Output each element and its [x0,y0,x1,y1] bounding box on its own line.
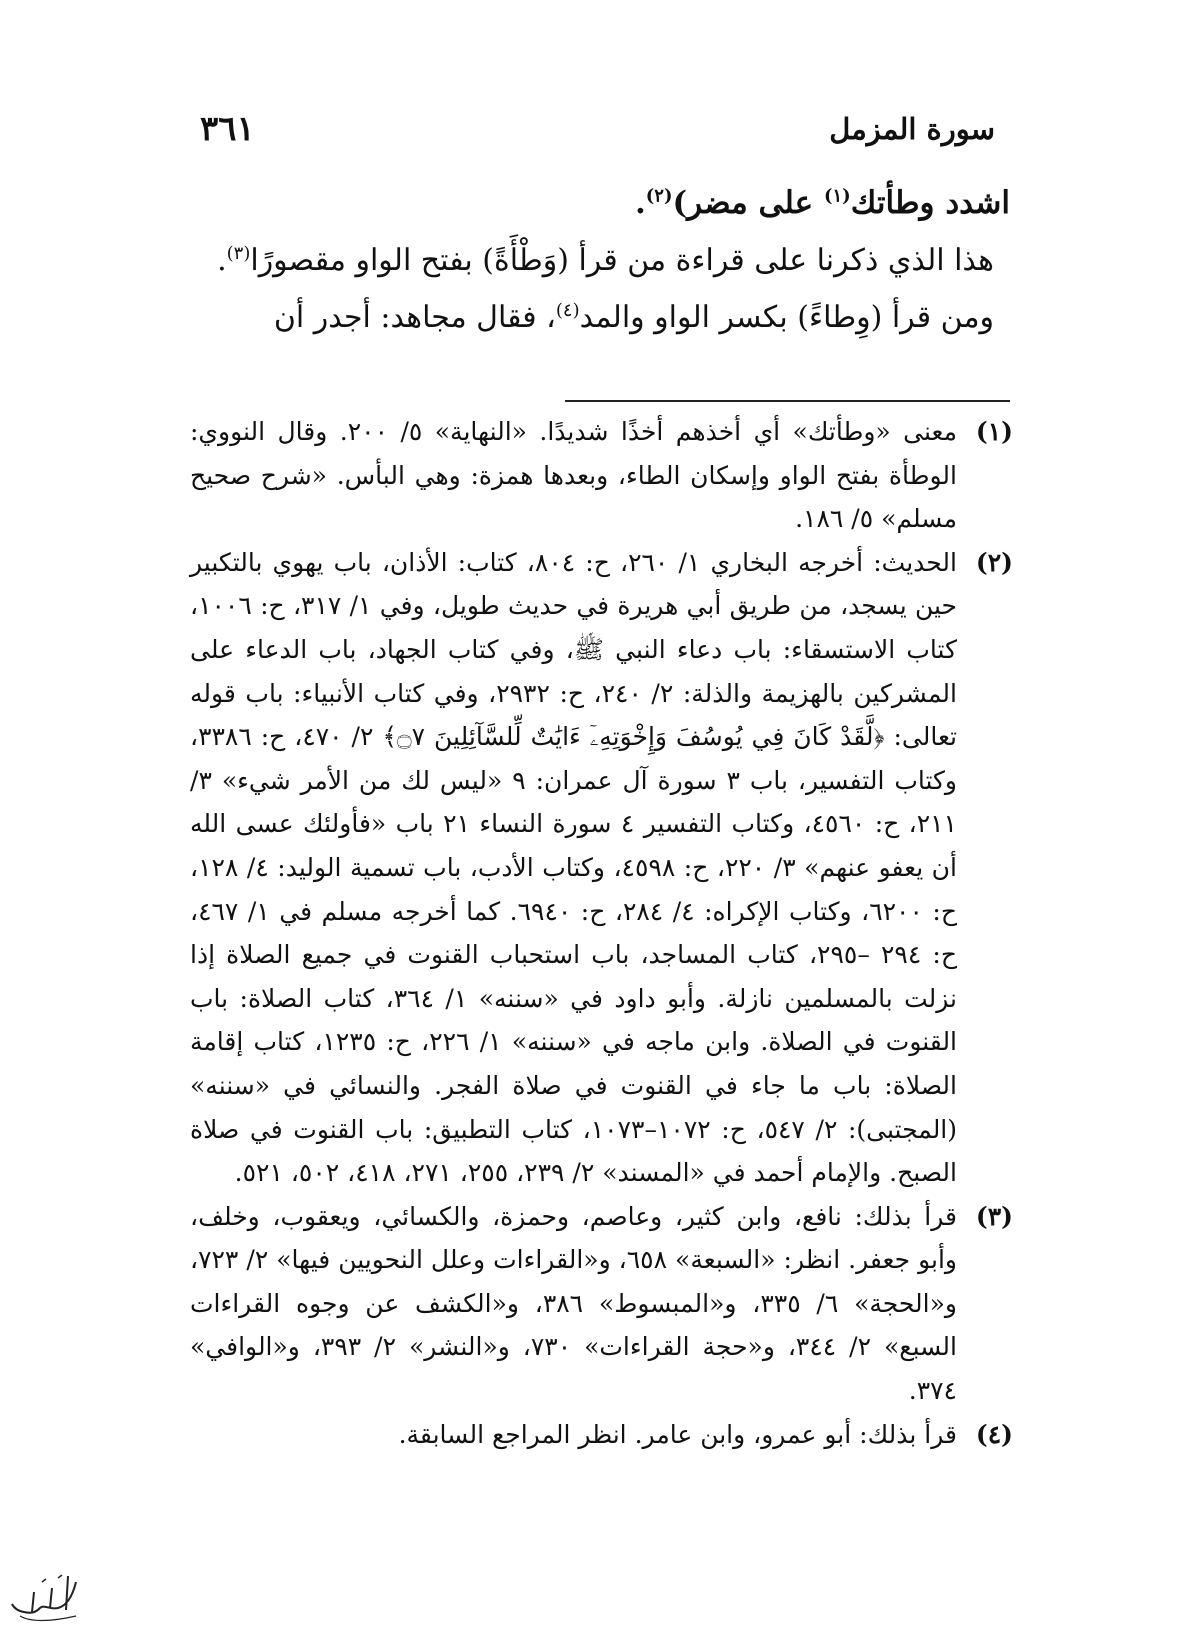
main-paragraph-3 [190,289,1010,346]
footnote-1 [190,410,1013,541]
footnote-ref-4[interactable]: (٤) [555,300,580,321]
main-paragraph-2 [190,232,1010,289]
footnote-text: قرأ بذلك: أبو عمرو، وابن عامر. انظر المراجع السابقة. [398,1419,957,1449]
footnote-number: (٣) [975,1201,1013,1231]
main-line-1 [190,175,1010,232]
main-paragraph-3-text: ومن قرأ (وِطاءً) بكسر الواو والمد [579,300,994,335]
main-line-1-end: . [634,185,646,221]
main-paragraph-3-text-2: ، فقال مجاهد: أجدر أن [273,300,556,335]
main-line-1-text: اشدد وطأتك [850,185,1010,221]
page-number: ٣٦١ [200,109,255,149]
main-text [190,175,1010,346]
footnote-separator [565,400,1010,402]
footnote-ref-3[interactable]: (٣) [226,243,251,264]
footnote-number: (٢) [975,547,1013,577]
footnote-ref-1[interactable]: (١) [823,185,851,207]
main-paragraph-2-end: . [217,243,227,278]
footnote-text: الحديث: أخرجه البخاري ١/ ٢٦٠، ح: ٨٠٤، كتاب: الأذان، باب يهوي بالتكبير حين يسجد، من طريق أبي هريرة في حديث طويل، وفي ١/ ٣١٧، ح: ١٠٠٦، كتاب الاستسقاء: باب دعاء النبي ﷺ، وفي كتاب الجهاد، باب الدعاء على المشركين بالهزيمة والذلة: ٢/ ٢٤٠، ح: ٢٩٣٢، وفي كتاب الأنبياء: باب قوله تعالى: ﴿لَّقَدْ كَانَ فِي يُوسُفَ وَإِخْوَتِهِۦٓ ءَايَٰتٌ لِّلسَّآئِلِينَ ۝٧﴾ ٢/ ٤٧٠، ح: ٣٣٨٦، وكتاب التفسير، باب ٣ سورة آل عمران: ٩ «ليس لك من الأمر شيء» ٣/ ٢١١، ح: ٤٥٦٠، وكتاب التفسير ٤ سورة النساء ٢١ باب «فأولئك عسى الله أن يعفو عنهم» ٣/ ٢٢٠، ح: ٤٥٩٨، وكتاب الأدب، باب تسمية الوليد: ٤/ ١٢٨، ح: ٦٢٠٠، وكتاب الإكراه: ٤/ ٢٨٤، ح: ٦٩٤٠. كما أخرجه مسلم في ١/ ٤٦٧، ح: ٢٩٤ –٢٩٥، كتاب المساجد، باب استحباب القنوت في جميع الصلاة إذا نزلت بالمسلمين نازلة. وأبو داود في «سننه» ١/ ٣٦٤، كتاب الصلاة: باب القنوت في الصلاة. وابن ماجه في «سننه» ١/ ٢٢٦، ح: ١٢٣٥، كتاب إقامة الصلاة: باب ما جاء في القنوت في صلاة الفجر. والنسائي في «سننه» (المجتبى): ٢/ ٥٤٧، ح: ١٠٧٢–١٠٧٣، كتاب التطبيق: باب القنوت في صلاة الصبح. والإمام أحمد في «المسند» ٢/ ٢٣٩، ٢٥٥، ٢٧١، ٤١٨، ٥٠٢، ٥٢١. [190,547,958,1188]
footnote-4 [190,1413,1013,1457]
footnote-text: معنى «وطأتك» أي أخذهم أخذًا شديدًا. «النهاية» ٥/ ٢٠٠. وقال النووي: الوطأة بفتح الواو وإسكان الطاء، وبعدها همزة: وهي البأس. «شرح صحيح مسلم» ٥/ ١٨٦. [190,417,957,534]
footnote-number: (١) [975,417,1013,446]
main-line-1-text-2: على مضر) [672,185,824,221]
footnote-3 [190,1195,1013,1413]
footnote-text: قرأ بذلك: نافع، وابن كثير، وعاصم، وحمزة، والكسائي، ويعقوب، وخلف، وأبو جعفر. انظر: «السبعة» ٦٥٨، و«القراءات وعلل النحويين فيها» ٢/ ٧٢٣، و«الحجة» ٦/ ٣٣٥، و«المبسوط» ٣٨٦، و«الكشف عن وجوه القراءات السبع» ٢/ ٣٤٤، و«حجة القراءات» ٧٣٠، و«النشر» ٢/ ٣٩٣، و«الوافي» ٣٧٤. [190,1201,957,1406]
footnotes-section [190,410,1013,1456]
footnote-ref-2[interactable]: (٢) [645,185,673,207]
main-paragraph-2-text: هذا الذي ذكرنا على قراءة من قرأ (وَطْأَةً) بفتح الواو مقصورًا [250,243,994,278]
page-header [200,104,995,154]
footnote-number: (٤) [975,1419,1013,1449]
footnote-2 [190,541,1013,1195]
publisher-stamp-logo [6,1568,84,1634]
surah-title: سورة المزمل [829,112,995,146]
